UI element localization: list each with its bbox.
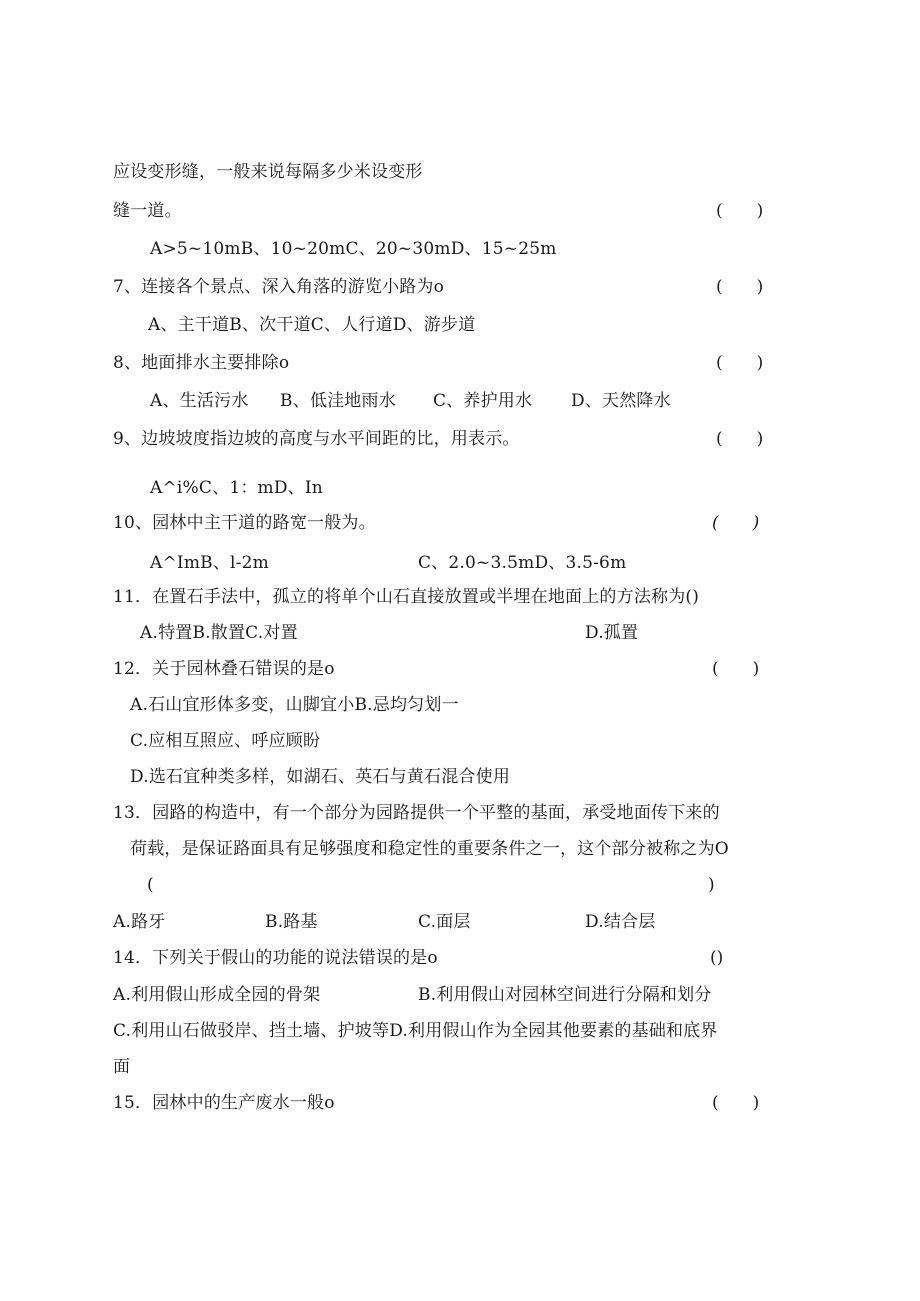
q8-option-b: B、低洼地雨水 xyxy=(280,391,396,411)
q12-option-d: D.选石宜种类多样，如湖石、英石与黄石混合使用 xyxy=(130,767,511,787)
q15-stem: 15．园林中的生产废水一般o xyxy=(113,1093,335,1113)
q14-stem: 14．下列关于假山的功能的说法错误的是o xyxy=(113,948,438,968)
q14-option-a: A.利用假山形成全园的骨架 xyxy=(113,985,321,1005)
q9-stem: 9、边坡坡度指边坡的高度与水平间距的比，用表示。 xyxy=(113,429,520,449)
q13-option-b: B.路基 xyxy=(265,912,318,932)
q14-options-cd: C.利用山石做驳岸、挡土墙、护坡等D.利用假山作为全园其他要素的基础和底界 xyxy=(113,1021,718,1041)
q11-options-abc: A.特置B.散置C.对置 xyxy=(140,623,298,643)
q14-option-d-continued: 面 xyxy=(113,1057,131,1077)
q13-paren-close: ) xyxy=(708,875,715,895)
q6-stem-line1: 应设变形缝，一般来说每隔多少米设变形 xyxy=(113,162,423,182)
q7-answer-parentheses: ( ) xyxy=(716,277,764,297)
q11-stem: 11．在置石手法中，孤立的将单个山石直接放置或半埋在地面上的方法称为() xyxy=(113,587,700,607)
q9-options: A^i%C、1：mD、In xyxy=(150,478,323,498)
q9-answer-parentheses: ( ) xyxy=(716,429,764,449)
q13-option-d: D.结合层 xyxy=(585,912,656,932)
q15-answer-parentheses: ( ) xyxy=(712,1093,760,1113)
q6-options: A>5~10mB、10~20mC、20~30mD、15~25m xyxy=(150,239,557,259)
q12-option-c: C.应相互照应、呼应顾盼 xyxy=(130,731,321,751)
q8-option-a: A、生活污水 xyxy=(150,391,249,411)
q10-options-cd: C、2.0~3.5mD、3.5-6m xyxy=(418,553,627,573)
q8-option-d: D、天然降水 xyxy=(571,391,671,411)
q7-stem: 7、连接各个景点、深入角落的游览小路为o xyxy=(113,277,445,297)
q6-answer-parentheses: ( ) xyxy=(716,201,764,221)
q12-stem: 12．关于园林叠石错误的是o xyxy=(113,659,335,679)
q7-options: A、主干道B、次干道C、人行道D、游步道 xyxy=(148,315,476,335)
q13-paren-open: ( xyxy=(147,875,154,895)
q6-stem-line2: 缝一道。 xyxy=(113,201,182,221)
q13-option-a: A.路牙 xyxy=(113,912,166,932)
q10-stem: 10、园林中主干道的路宽一般为。 xyxy=(113,513,376,533)
q14-option-b: B.利用假山对园林空间进行分隔和划分 xyxy=(418,985,712,1005)
q8-option-c: C、养护用水 xyxy=(433,391,533,411)
q13-stem-line1: 13．园路的构造中，有一个部分为园路提供一个平整的基面，承受地面传下来的 xyxy=(113,803,720,823)
q12-options-ab: A.石山宜形体多变，山脚宜小B.忌均匀划一 xyxy=(130,695,459,715)
q11-option-d: D.孤置 xyxy=(585,623,639,643)
q8-answer-parentheses: ( ) xyxy=(716,353,764,373)
q10-answer-parentheses: ( ) xyxy=(712,513,760,533)
q12-answer-parentheses: ( ) xyxy=(712,659,760,679)
q13-option-c: C.面层 xyxy=(418,912,471,932)
q8-stem: 8、地面排水主要排除o xyxy=(113,353,290,373)
q14-answer-parentheses: () xyxy=(710,948,724,968)
q13-stem-line2: 荷载，是保证路面具有足够强度和稳定性的重要条件之一，这个部分被称之为O xyxy=(130,839,729,859)
q10-options-ab: A^ImB、l-2m xyxy=(150,553,269,573)
